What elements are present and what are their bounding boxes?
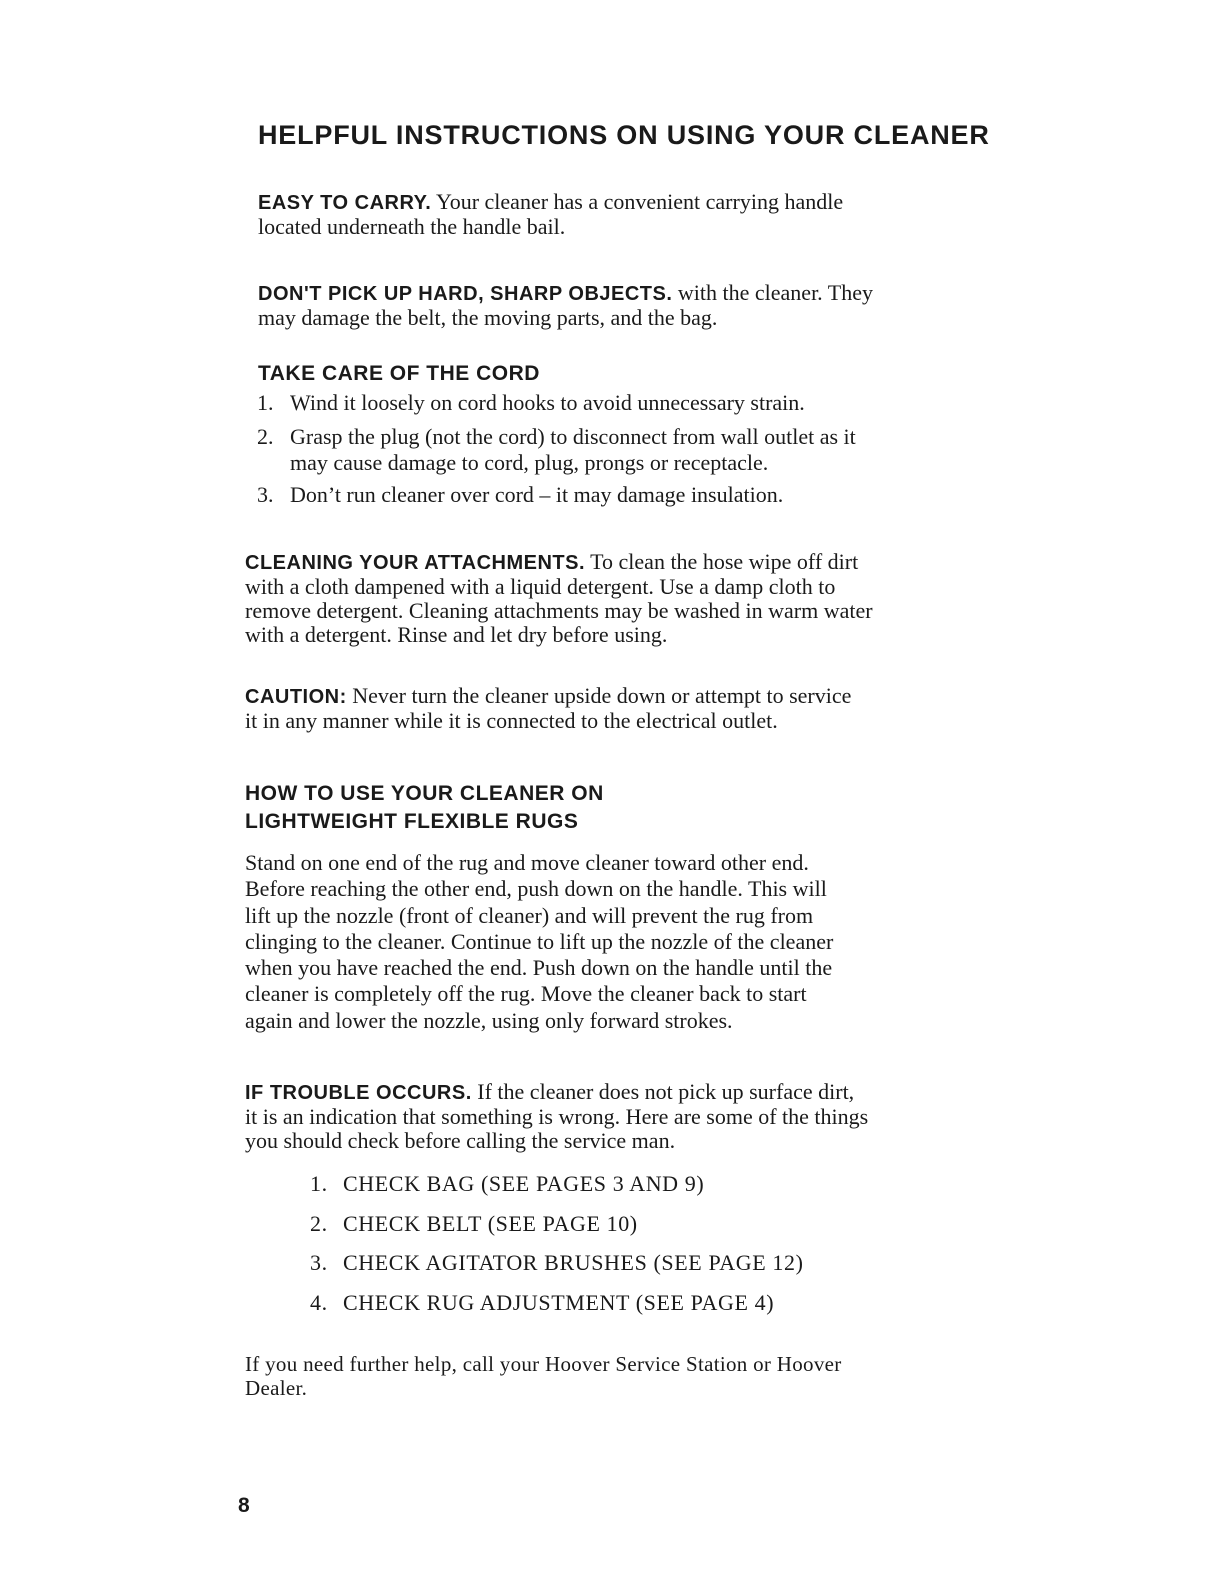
easy-to-carry-text-2: located underneath the handle bail. [258,214,566,239]
easy-to-carry-section [258,190,843,239]
easy-to-carry-text-1: Your cleaner has a convenient carrying handle [431,189,844,214]
list-item: 3. Don’t run cleaner over cord – it may damage insulation. [257,482,784,507]
dont-pick-up-heading: DON'T PICK UP HARD, SHARP OBJECTS. [258,283,673,305]
trouble-check-item-1: 1. CHECK BAG (SEE PAGES 3 AND 9) [310,1171,705,1196]
caution-heading: CAUTION: [245,686,347,708]
list-item: 2. Grasp the plug (not the cord) to disconnect from wall outlet as it [257,424,856,449]
easy-to-carry-heading: EASY TO CARRY. [258,192,432,214]
attachments-heading: CLEANING YOUR ATTACHMENTS. [245,552,586,574]
trouble-check-item-4: 4. CHECK RUG ADJUSTMENT (SEE PAGE 4) [310,1290,775,1315]
dont-pick-up-section [258,281,873,330]
page-title: HELPFUL INSTRUCTIONS ON USING YOUR CLEANER [258,120,990,150]
list-item: 1. Wind it loosely on cord hooks to avoid unnecessary strain. [257,390,805,415]
attachments-section: CLEANING YOUR ATTACHMENTS. To clean the hose wipe off dirt with a cloth dampened with a liquid detergent. Use a damp cloth to remove detergent. Cleaning attachments may be washed in warm water with a detergent. Rinse and let dry before using. [245,549,873,647]
cord-list [257,390,856,508]
list-item-continuation: may cause damage to cord, plug, prongs or receptacle. [290,450,769,475]
trouble-heading: IF TROUBLE OCCURS. [245,1082,472,1104]
rugs-paragraph: Stand on one end of the rug and move cleaner toward other end. Before reaching the other end, push down on the handle. This will lift up the nozzle (front of cleaner) and will prevent the rug from clinging to the cleaner. Continue to lift up the nozzle of the cleaner when you have reached the end. Push down on the handle until the cleaner is completely off the rug. Move the cleaner back to start again and lower the nozzle, using only forward strokes. [245,850,834,1033]
dont-pick-up-text-1: with the cleaner. They [672,280,873,305]
dont-pick-up-text-2: may damage the belt, the moving parts, and the bag. [258,305,718,330]
rugs-heading-2: LIGHTWEIGHT FLEXIBLE RUGS [245,810,579,833]
further-help-paragraph: If you need further help, call your Hoover Service Station or Hoover Dealer. [245,1352,842,1400]
page-number: 8 [238,1494,251,1517]
trouble-check-item-2: 2. CHECK BELT (SEE PAGE 10) [310,1211,638,1236]
rugs-heading-1: HOW TO USE YOUR CLEANER ON [245,782,604,805]
cord-heading: TAKE CARE OF THE CORD [258,362,540,385]
trouble-check-item-3: 3. CHECK AGITATOR BRUSHES (SEE PAGE 12) [310,1250,804,1275]
caution-section: CAUTION: Never turn the cleaner upside down or attempt to service it in any manner while it is connected to the electrical outlet. [245,683,852,733]
trouble-section: IF TROUBLE OCCURS. If the cleaner does not pick up surface dirt, it is an indication that something is wrong. Here are some of the things you should check before calling the service man. [245,1079,869,1153]
